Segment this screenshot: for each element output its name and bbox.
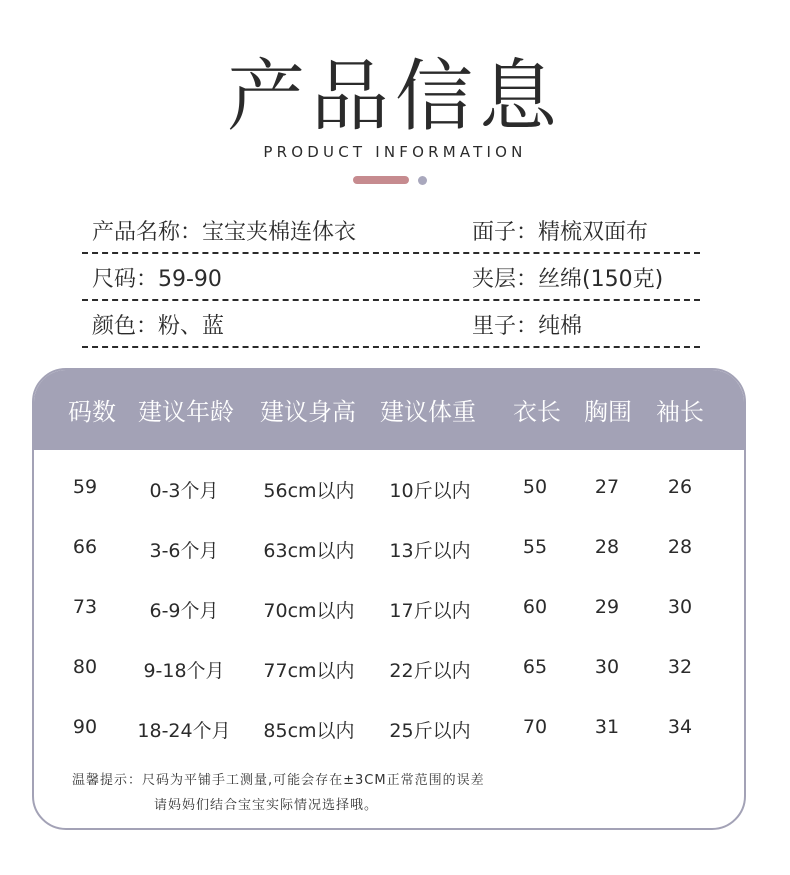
cell-height: 56cm以内 [263,480,355,502]
info-filling: 夹层：丝绵(150克) [472,267,664,292]
header-size: 码数 [68,398,116,426]
page-title: 产品信息 [226,52,563,142]
cell-age: 3-6个月 [149,540,219,562]
info-row [82,312,700,348]
measurement-note-line2: 请妈妈们结合宝宝实际情况选择哦。 [154,798,379,813]
cell-size: 80 [72,656,98,678]
cell-sleeve: 28 [667,536,693,558]
header-sleeve: 袖长 [656,398,704,426]
accent-dot [418,176,427,185]
cell-height: 77cm以内 [263,660,355,682]
cell-height: 85cm以内 [263,720,355,742]
header-weight: 建议体重 [380,398,476,426]
cell-weight: 17斤以内 [389,600,471,622]
header-length: 衣长 [513,398,561,426]
cell-height: 70cm以内 [263,600,355,622]
cell-weight: 10斤以内 [389,480,471,502]
info-row [82,218,700,254]
cell-size: 59 [72,476,98,498]
cell-size: 90 [72,716,98,738]
cell-sleeve: 30 [667,596,693,618]
cell-chest: 29 [594,596,620,618]
size-table [32,368,746,830]
page-subtitle: PRODUCT INFORMATION [263,143,527,161]
cell-chest: 28 [594,536,620,558]
info-fabric: 面子：精梳双面布 [472,220,649,245]
size-table-header [34,370,744,450]
cell-length: 70 [522,716,548,738]
header-height: 建议身高 [260,398,356,426]
info-name: 产品名称：宝宝夹棉连体衣 [92,220,357,245]
info-color: 颜色：粉、蓝 [92,314,225,339]
header-chest: 胸围 [584,398,632,426]
cell-sleeve: 34 [667,716,693,738]
cell-weight: 22斤以内 [389,660,471,682]
accent-bar [353,176,409,184]
cell-age: 18-24个月 [137,720,231,742]
cell-size: 73 [72,596,98,618]
cell-height: 63cm以内 [263,540,355,562]
cell-length: 65 [522,656,548,678]
header-age: 建议年龄 [138,398,234,426]
info-lining: 里子：纯棉 [472,314,583,339]
cell-size: 66 [72,536,98,558]
cell-length: 60 [522,596,548,618]
cell-sleeve: 26 [667,476,693,498]
measurement-note: 温馨提示：尺码为平铺手工测量,可能会存在±3CM正常范围的误差 [72,773,485,788]
cell-age: 0-3个月 [149,480,219,502]
info-row [82,265,700,301]
cell-length: 55 [522,536,548,558]
cell-chest: 30 [594,656,620,678]
info-size: 尺码：59-90 [92,267,222,292]
cell-age: 9-18个月 [143,660,225,682]
cell-chest: 31 [594,716,620,738]
cell-sleeve: 32 [667,656,693,678]
cell-length: 50 [522,476,548,498]
cell-weight: 13斤以内 [389,540,471,562]
cell-age: 6-9个月 [149,600,219,622]
cell-weight: 25斤以内 [389,720,471,742]
cell-chest: 27 [594,476,620,498]
